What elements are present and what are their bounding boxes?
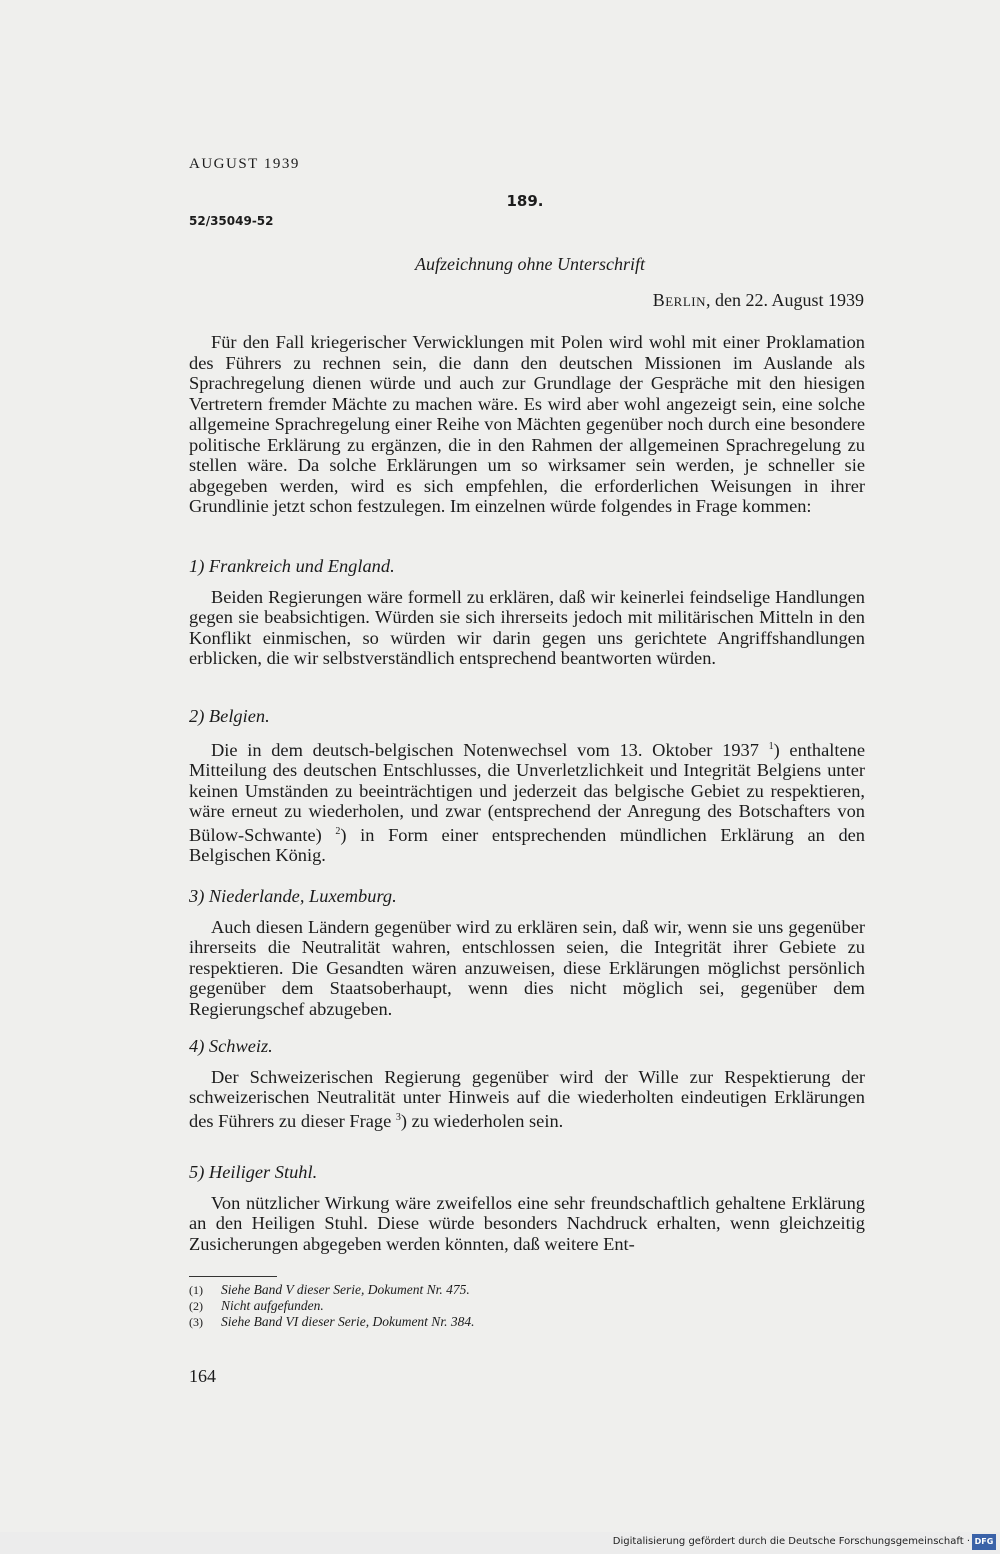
section-holy-see bbox=[189, 1162, 865, 1254]
section-text: Die in dem deutsch-belgischen Notenwechsel vom 13. Oktober 1937 $^1$) enthaltene Mitteilung des deutschen Entschlusses, die Unverletzlichkeit und Integrität Belgiens unter keinen Umständen zu beeinträchtigen und jederzeit das belgische Gebiet zu respektieren, wäre erneut zu wiederholen, und zwar (entsprechend der Anregung des Botschafters von Bülow-Schwante) $^2$) in Form einer entsprechenden mündlichen Erklärung an den Belgischen König. bbox=[189, 739, 865, 866]
section-title: 1) Frankreich und England. bbox=[189, 556, 395, 576]
section-switzerland bbox=[189, 1036, 865, 1131]
section-belgium bbox=[189, 706, 865, 866]
section-title: 3) Niederlande, Luxemburg. bbox=[189, 886, 397, 906]
section-text: Auch diesen Ländern gegenüber wird zu erklären sein, daß wir, wenn sie uns gegenüber ihrerseits die Neutralität wahren, entschlossen seien, die Integrität ihrer Gebiete zu respektieren. Die Gesandten wären anzuweisen, diese Erklärungen möglichst persönlich gegenüber dem Staatsoberhaupt, wenn dies nicht möglich sei, gegenüber dem Regierungschef abzugeben. bbox=[189, 916, 865, 1019]
footnotes bbox=[189, 1282, 474, 1330]
section-title: 2) Belgien. bbox=[189, 706, 270, 726]
running-head: AUGUST 1939 bbox=[189, 156, 300, 172]
document-number: 189. bbox=[506, 192, 544, 210]
section-text: Beiden Regierungen wäre formell zu erklären, daß wir keinerlei feindselige Handlungen gegen sie beabsichtigen. Würden sie sich ihrerseits jedoch mit militärischen Mitteln in den Konflikt einmischen, so würden wir darin gegen uns gerichtete Angriffshandlungen erblicken, die wir selbstverständlich entsprechend beantworten würden. bbox=[189, 586, 865, 668]
section-netherlands-luxembourg bbox=[189, 886, 865, 1019]
page-number: 164 bbox=[189, 1366, 216, 1386]
section-france-england bbox=[189, 556, 865, 669]
footnote: (2) Nicht aufgefunden. bbox=[189, 1298, 324, 1313]
footnote-ref[interactable]: 3 bbox=[395, 1111, 401, 1123]
footnote-divider bbox=[189, 1276, 277, 1277]
funding-credit[interactable]: Digitalisierung gefördert durch die Deutsche Forschungsgemeinschaft · bbox=[612, 1536, 970, 1547]
date: , den 22. August 1939 bbox=[705, 290, 864, 310]
file-reference: 52/35049-52 bbox=[189, 214, 274, 228]
section-text: Der Schweizerischen Regierung gegenüber wird der Wille zur Respektierung der schweizerischen Neutralität unter Hinweis auf die wiederholten eindeutigen Erklärungen des Führers zu dieser Frage $^3$) zu wiederholen sein. bbox=[189, 1066, 865, 1131]
footnote-ref[interactable]: 1 bbox=[768, 740, 774, 752]
section-title: 5) Heiliger Stuhl. bbox=[189, 1162, 318, 1182]
footnote: (1) Siehe Band V dieser Serie, Dokument Nr. 475. bbox=[189, 1282, 470, 1297]
place-date bbox=[653, 290, 864, 311]
section-text: Von nützlicher Wirkung wäre zweifellos eine sehr freundschaftlich gehaltene Erklärung an den Heiligen Stuhl. Diese würde besonders Nachdruck erhalten, wenn gleichzeitig Zusicherungen abgegeben werden könnten, daß weitere Ent- bbox=[189, 1192, 865, 1254]
city: Berlin bbox=[652, 290, 706, 310]
section-title: 4) Schweiz. bbox=[189, 1036, 273, 1056]
footnote: (3) Siehe Band VI dieser Serie, Dokument Nr. 384. bbox=[189, 1314, 475, 1329]
document-title: Aufzeichnung ohne Unterschrift bbox=[415, 254, 645, 274]
footnote-ref[interactable]: 2 bbox=[335, 825, 341, 837]
intro-paragraph: Für den Fall kriegerischer Verwicklungen mit Polen wird wohl mit einer Proklamation des Führers zu rechnen sein, die dann den deutschen Missionen im Auslande als Sprachregelung dienen würde und auch zur Grundlage der Gespräche mit den hiesigen Vertretern fremder Mächte zu machen wäre. Es wird aber wohl angezeigt sein, eine solche allgemeine Sprachregelung einer Reihe von Mächten gegenüber noch durch eine besondere politische Erklärung zu ergänzen, die in den Rahmen der allgemeinen Sprachregelung zu stellen wäre. Da solche Erklärungen um so wirksamer sein werden, je schneller sie abgegeben werden, wird es sich empfehlen, die erforderlichen Weisungen in ihrer Grundlinie jetzt schon festzulegen. Im einzelnen würde folgendes in Frage kommen: bbox=[189, 332, 865, 516]
dfg-logo[interactable]: DFG bbox=[972, 1534, 996, 1550]
